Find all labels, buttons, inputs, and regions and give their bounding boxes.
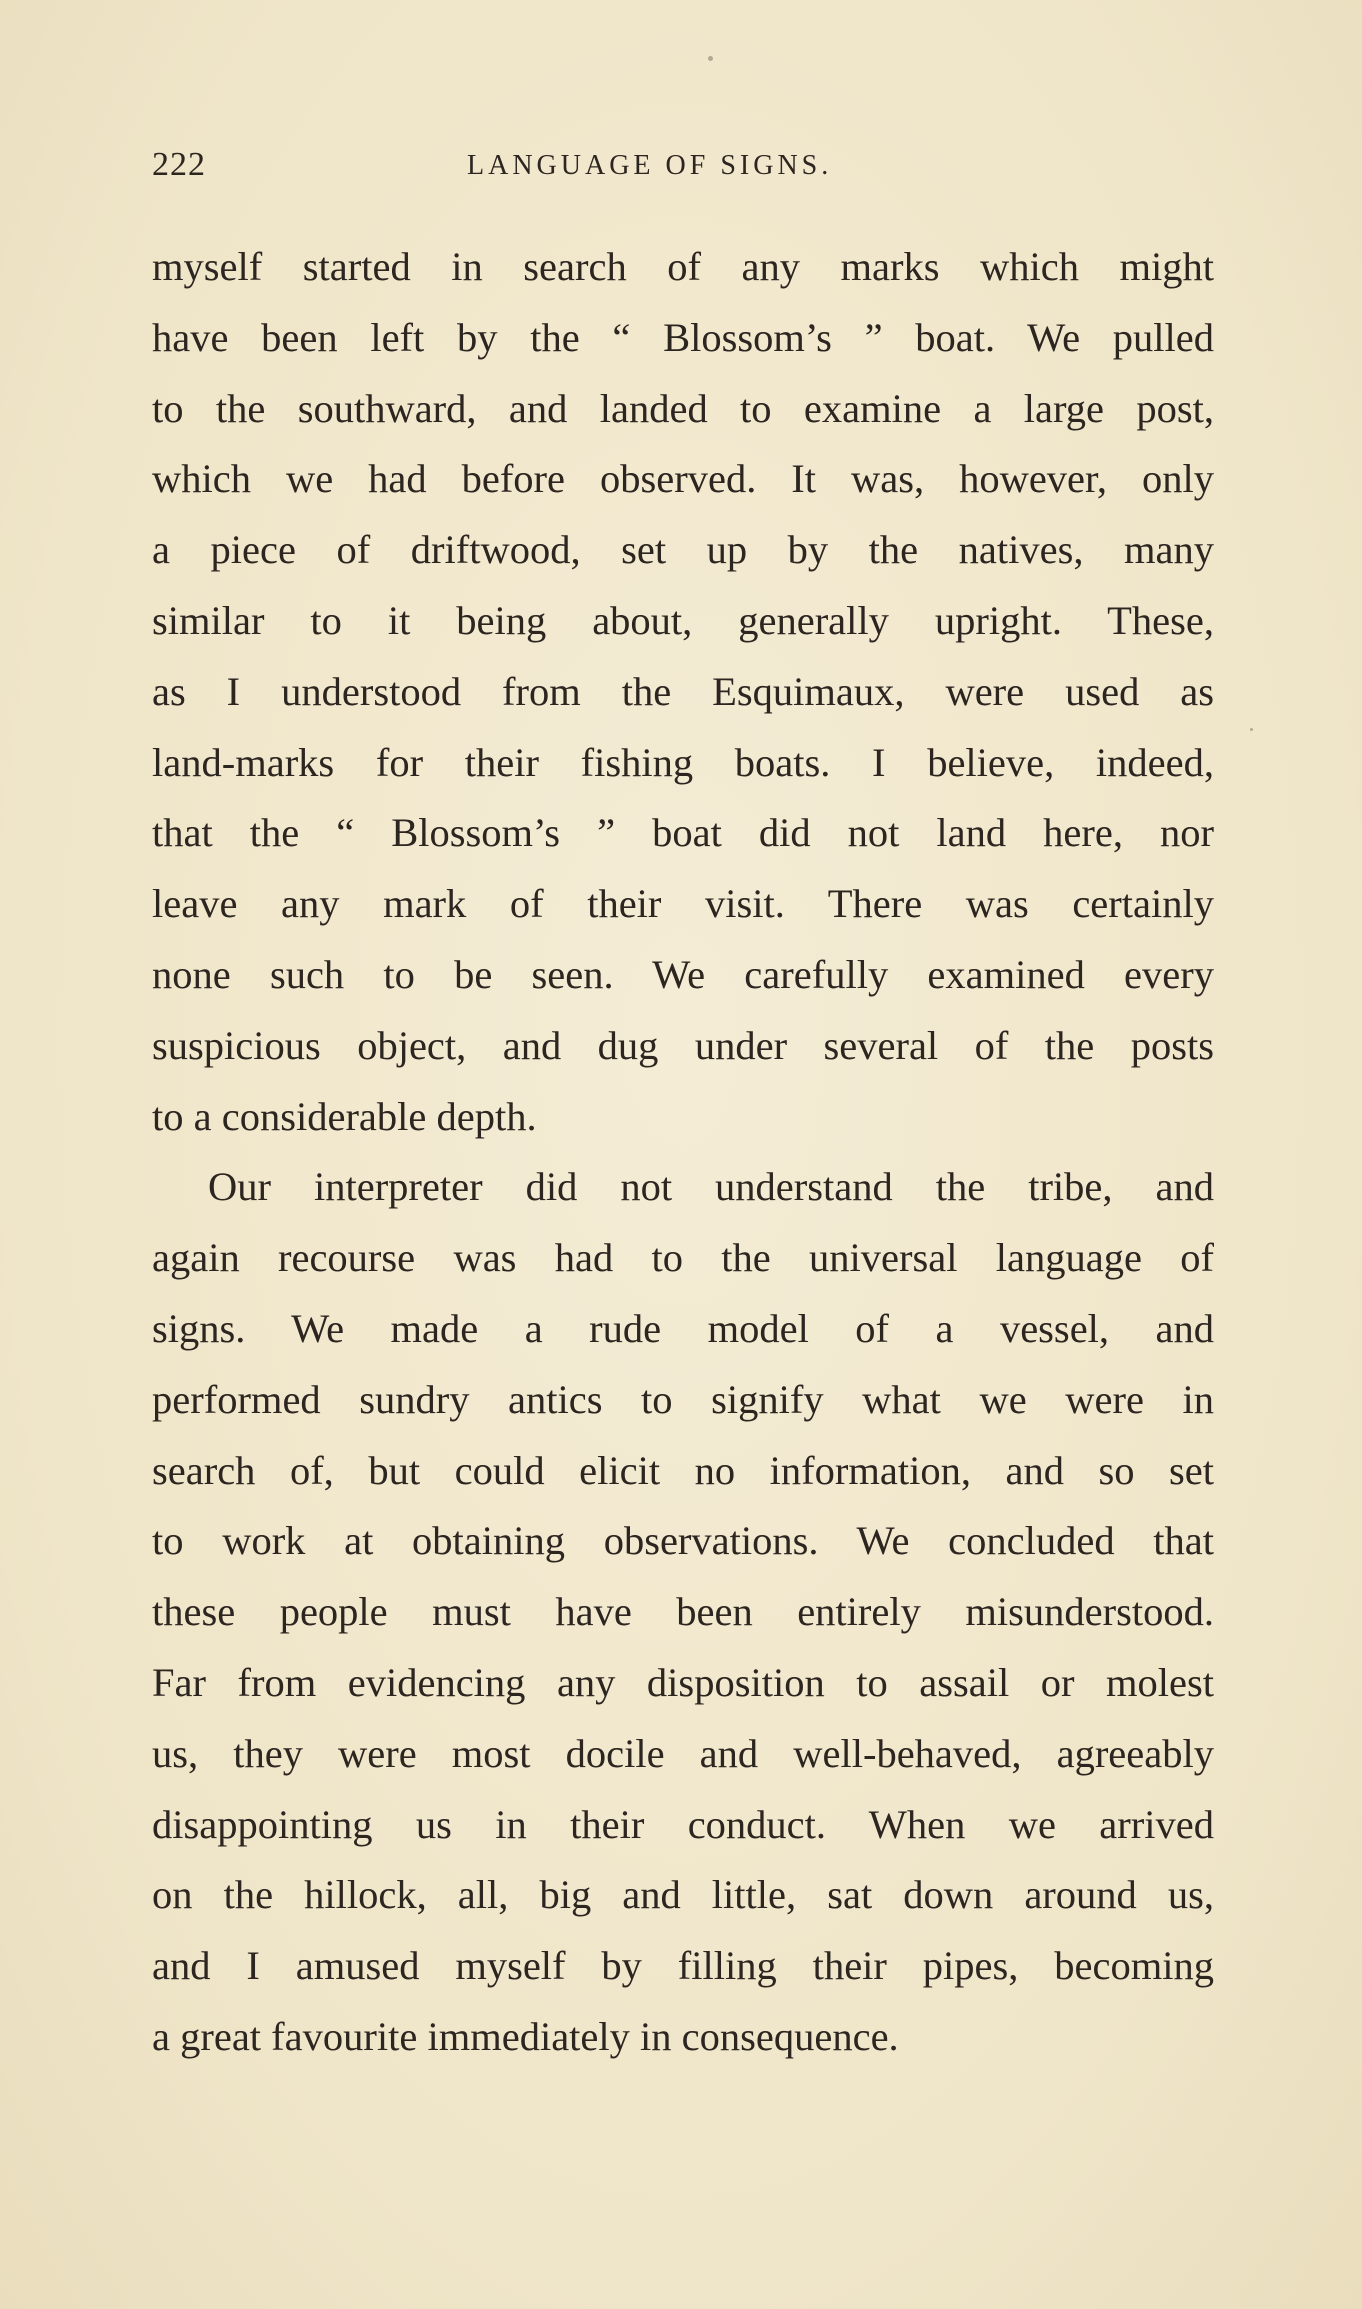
running-head [152,146,1214,194]
text-line: a piece of driftwood, set up by the natives, many [152,527,1214,573]
text-line: disappointing us in their conduct. When we arrived [152,1801,1214,1847]
text-line: similar to it being about, generally upright. These, [152,597,1214,643]
text-line: performed sundry antics to signify what we were in [152,1376,1214,1422]
text-line: to work at obtaining observations. We concluded that [152,1518,1214,1564]
text-line: on the hillock, all, big and little, sat down around us, [152,1872,1214,1918]
text-line: myself started in search of any marks which might [152,244,1214,289]
text-line: again recourse was had to the universal language of [152,1235,1214,1281]
paragraph [152,1152,1214,2072]
body-text [152,232,1214,2073]
text-line: Far from evidencing any disposition to assail or molest [152,1659,1214,1705]
text-line: land-marks for their fishing boats. I believe, indeed, [152,739,1214,785]
text-line: signs. We made a rude model of a vessel, and [152,1305,1214,1351]
text-line: leave any mark of their visit. There was certainly [152,881,1214,927]
text-line: that the “ Blossom’s ” boat did not land here, nor [152,810,1214,856]
page-number: 222 [152,146,206,183]
text-line: and I amused myself by filling their pipes, becoming [152,1943,1214,1989]
text-line: suspicious object, and dug under several of the posts [152,1022,1214,1068]
text-line: which we had before observed. It was, however, only [152,456,1214,502]
paragraph [152,232,1214,1152]
text-line: us, they were most docile and well-behaved, agreeably [152,1730,1214,1776]
running-head-title: LANGUAGE OF SIGNS. [467,150,833,181]
paper-speck [1250,728,1253,731]
text-line: Our interpreter did not understand the tribe, and [208,1164,1214,1210]
text-line: a great favourite immediately in consequence. [152,2013,899,2059]
paper-speck [708,56,713,61]
text-line: these people must have been entirely misunderstood. [152,1589,1214,1635]
text-line: search of, but could elicit no information, and so set [152,1447,1214,1493]
text-line: to a considerable depth. [152,1093,537,1139]
text-line: as I understood from the Esquimaux, were used as [152,668,1214,714]
text-line: have been left by the “ Blossom’s ” boat. We pulled [152,314,1214,360]
text-line: none such to be seen. We carefully examined every [152,951,1214,997]
text-line: to the southward, and landed to examine a large post, [152,385,1214,431]
